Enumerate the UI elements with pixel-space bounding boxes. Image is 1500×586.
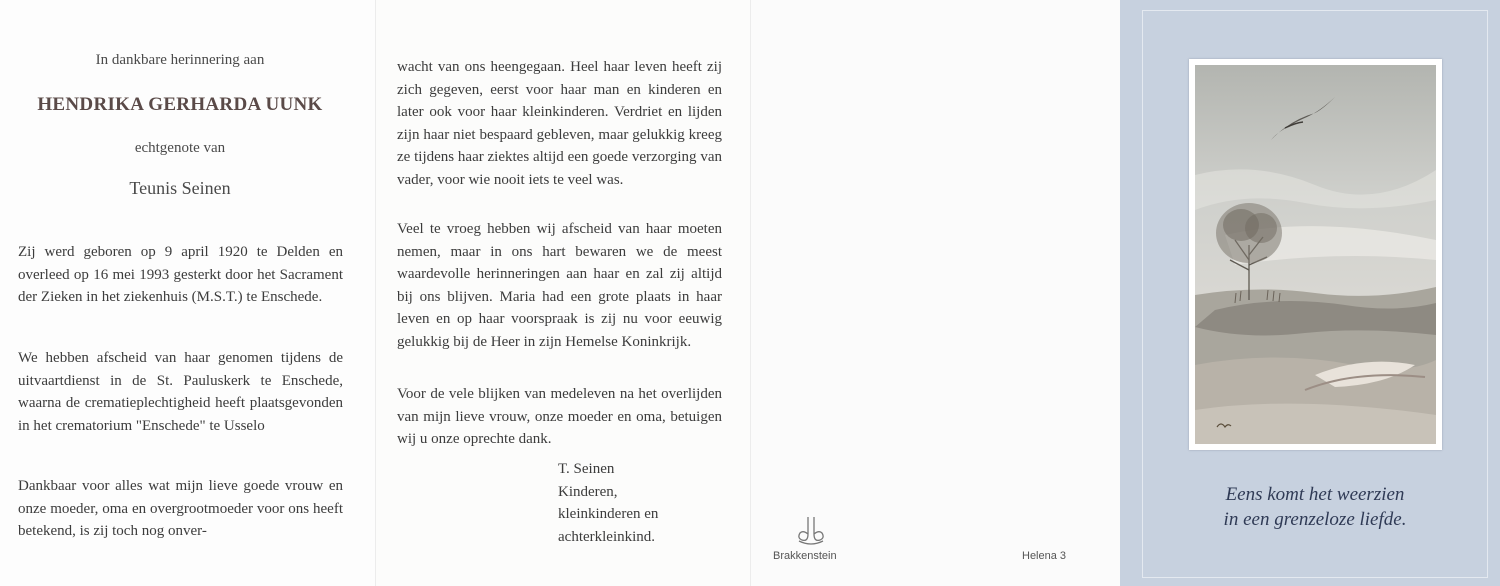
intro-line: In dankbare herinnering aan <box>95 52 265 68</box>
gratitude-paragraph: Dankbaar voor alles wat mijn lieve goede vrouw en onze moeder, oma en overgrootmoeder voor ons heeft betekend, is zij toch nog onver- <box>18 478 343 539</box>
family-signature <box>558 458 658 548</box>
page-fold <box>750 0 751 586</box>
signature-line: kleinkinderen en <box>558 506 659 522</box>
signature-line: achterkleinkind. <box>558 528 656 545</box>
birth-death-paragraph: Zij werd geboren op 9 april 1920 te Delden en overleed op 16 mei 1993 gesterkt door het Sacrament der Zieken in het ziekenhuis (M.S.T.) te Enschede. <box>18 244 343 305</box>
spouse-name: Teunis Seinen <box>129 178 231 198</box>
signature-line: T. Seinen <box>558 461 615 477</box>
card-code: Helena 3 <box>1022 550 1067 562</box>
back-page <box>750 0 1120 586</box>
brakkenstein-logo-icon <box>795 514 827 548</box>
farewell-paragraph: Veel te vroeg hebben wij afscheid van haar moeten nemen, maar in ons hart bewaren we de meest waardevolle herinneringen aan haar en zal zij altijd bij ons blijven. Maria had een grote plaats in haar leven en op haar voorspraak is zij nu voor eeuwig gelukkig bij de Heer in zijn Hemelse Koninkrijk. <box>397 221 722 350</box>
cover-painting <box>1189 59 1442 450</box>
cover-quote-line-1: Eens komt het weerzien <box>1225 484 1405 505</box>
cover-quote-line-2: in een grenzeloze liefde. <box>1223 509 1407 530</box>
life-paragraph: wacht van ons heengegaan. Heel haar leven heeft zij zich gegeven, eerst voor haar man en kinderen en later ook voor haar kleinkinderen. Verdriet en lijden zijn haar niet bespaard gebleven, maar gelukkig kreeg ze tijdens haar ziektes altijd een goede verzorging van vader, voor wie nooit iets te veel was. <box>397 59 722 188</box>
landscape-painting <box>1195 65 1436 444</box>
signature-line: Kinderen, <box>558 483 618 500</box>
deceased-name: HENDRIKA GERHARDA UUNK <box>37 94 323 115</box>
publisher-name: Brakkenstein <box>773 550 837 562</box>
funeral-paragraph: We hebben afscheid van haar genomen tijdens de uitvaartdienst in de St. Pauluskerk te Enschede, waarna de crematieplechtigheid heeft plaatsgevonden in het crematorium "Enschede" te Usselo <box>18 350 343 434</box>
spouse-label: echtgenote van <box>134 140 226 156</box>
page-fold <box>375 0 376 586</box>
thanks-paragraph: Voor de vele blijken van medeleven na het overlijden van mijn lieve vrouw, onze moeder en oma, betuigen wij u onze oprechte dank. <box>397 386 722 447</box>
